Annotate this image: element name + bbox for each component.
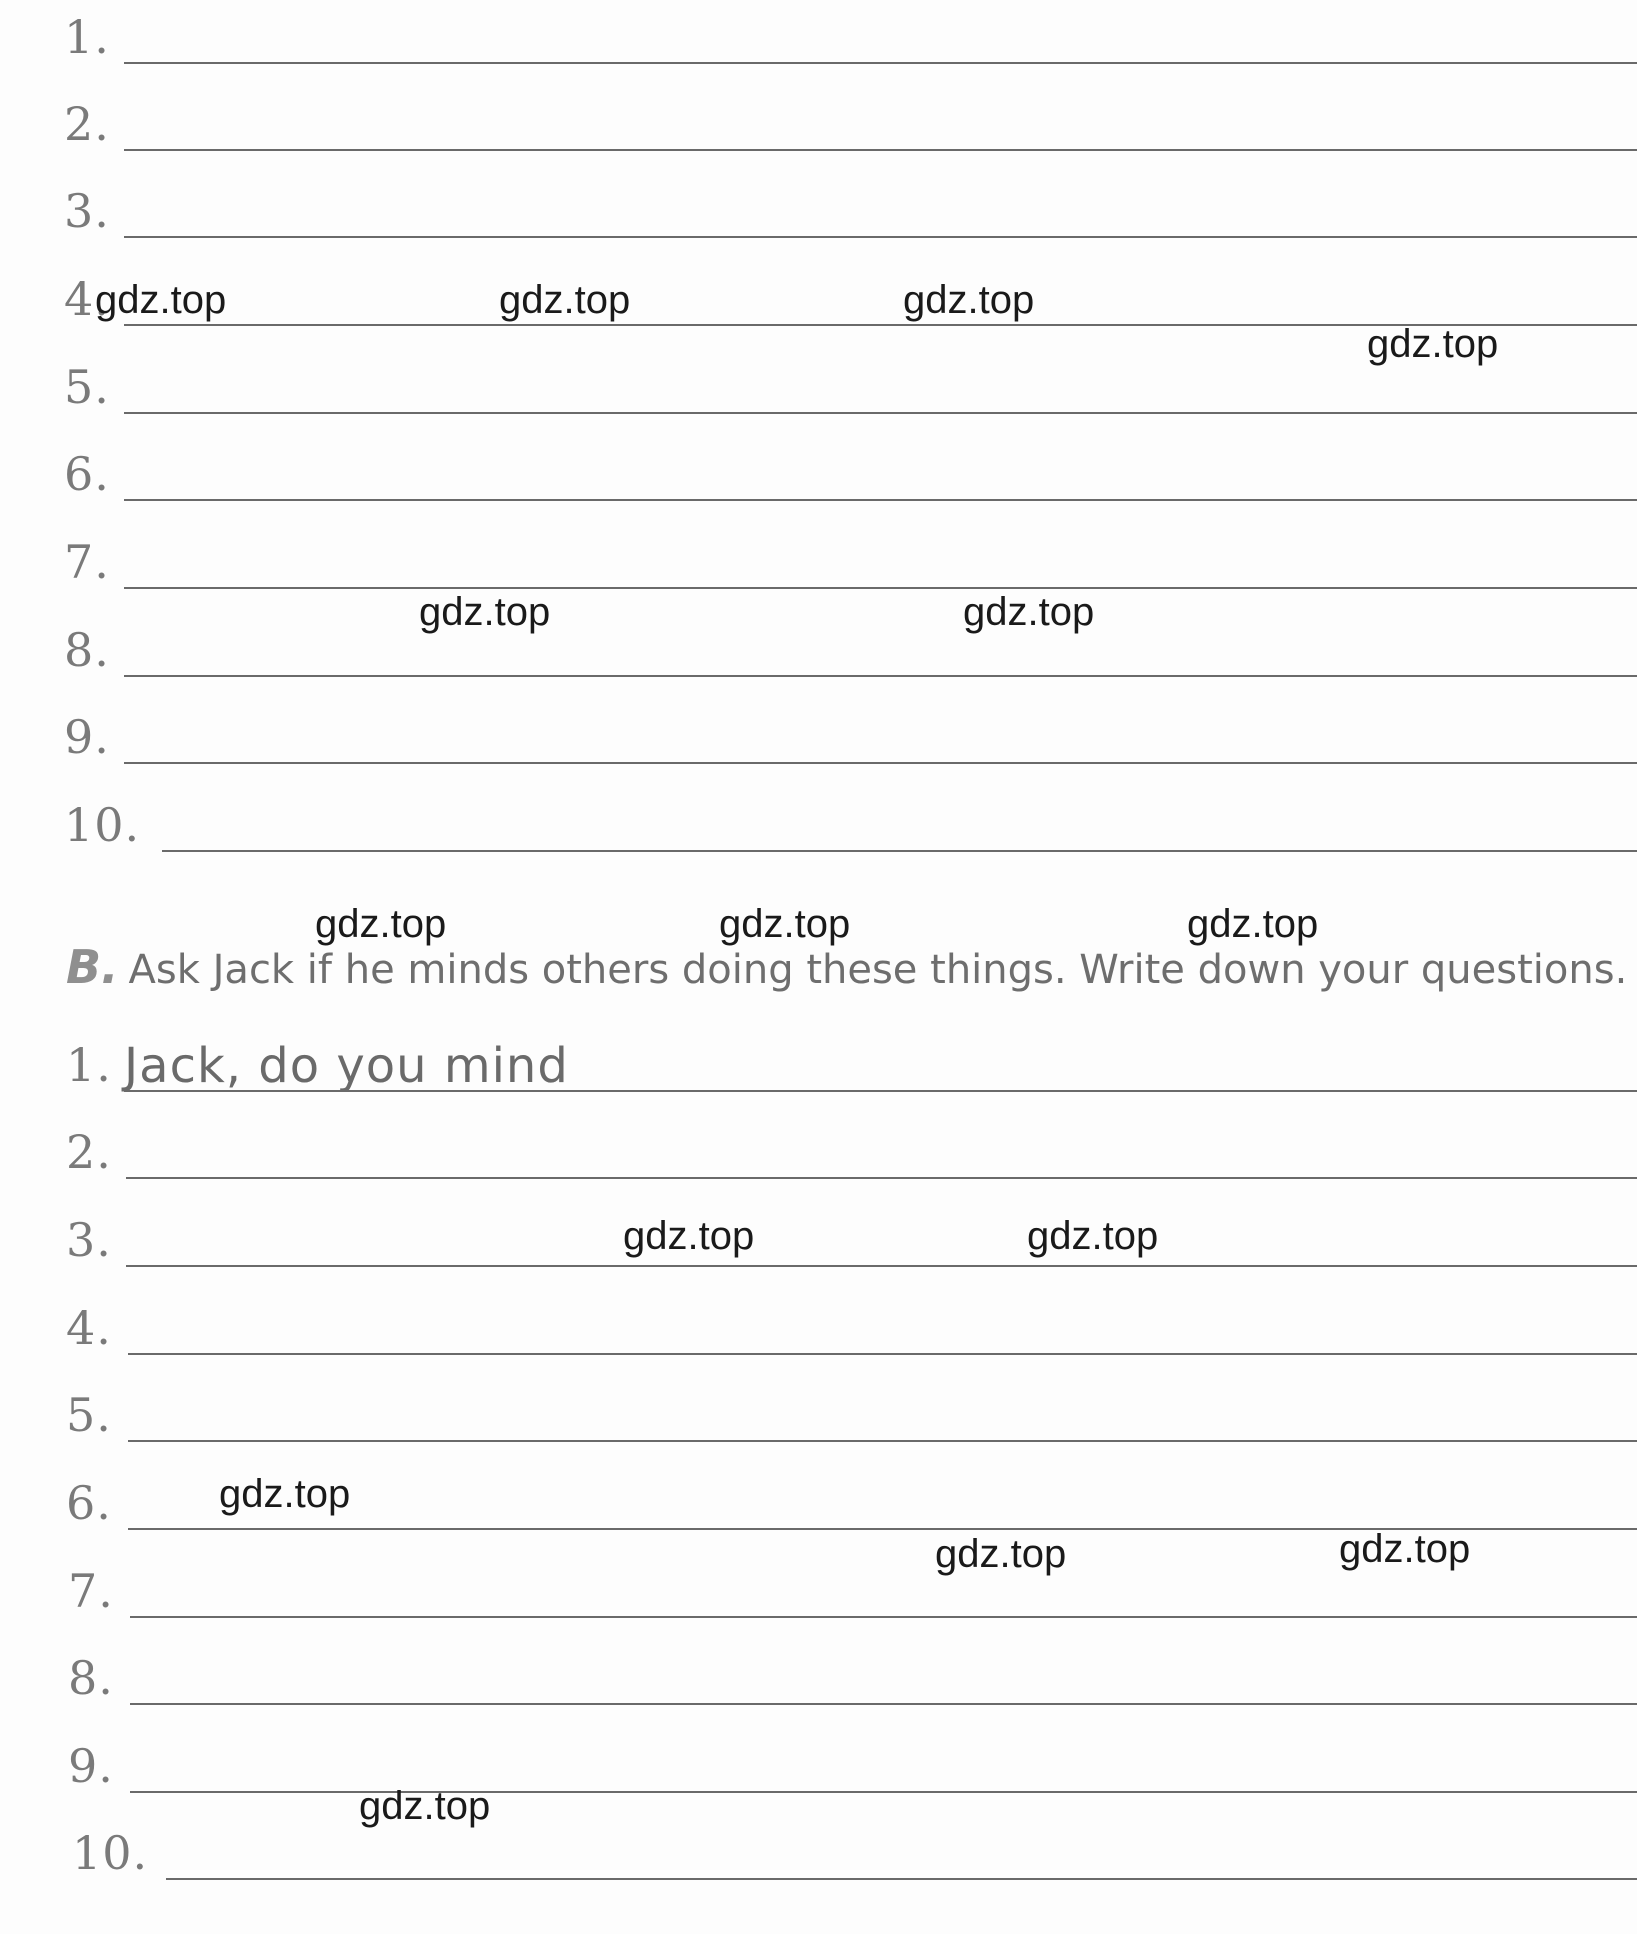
watermark: gdz.top <box>903 278 1035 322</box>
answer-line[interactable] <box>124 1090 1637 1092</box>
line-number: 4. <box>64 272 110 326</box>
section-a-line-7 <box>0 535 1637 603</box>
section-b-line-1 <box>0 1038 1637 1106</box>
section-a-line-6 <box>0 447 1637 515</box>
line-number: 10. <box>64 798 141 852</box>
answer-line[interactable] <box>124 499 1637 501</box>
section-b-line-8 <box>0 1651 1637 1719</box>
watermark: gdz.top <box>219 1472 351 1516</box>
answer-line[interactable] <box>130 1616 1637 1618</box>
answer-line[interactable] <box>124 762 1637 764</box>
section-a-line-9 <box>0 710 1637 778</box>
line-number: 8. <box>68 1651 114 1705</box>
line-number: 5. <box>66 1388 112 1442</box>
instruction-text: Ask Jack if he minds others doing these things. Write down your questions. <box>128 947 1628 993</box>
watermark: gdz.top <box>1187 902 1319 946</box>
answer-line[interactable] <box>162 850 1637 852</box>
watermark: gdz.top <box>963 590 1095 634</box>
answer-line[interactable] <box>130 1703 1637 1705</box>
line-number: 3. <box>66 1213 112 1267</box>
line-number: 1. <box>64 10 110 64</box>
watermark: gdz.top <box>1027 1214 1159 1258</box>
answer-line[interactable] <box>124 587 1637 589</box>
answer-line[interactable] <box>126 1265 1637 1267</box>
answer-line[interactable] <box>128 1440 1637 1442</box>
line-number: 2. <box>64 97 110 151</box>
watermark: gdz.top <box>719 902 851 946</box>
answer-line[interactable] <box>126 1177 1637 1179</box>
line-number: 8. <box>64 623 110 677</box>
section-b-line-5 <box>0 1388 1637 1456</box>
section-a-line-3 <box>0 184 1637 252</box>
section-b-line-2 <box>0 1125 1637 1193</box>
section-b-line-4 <box>0 1301 1637 1369</box>
answer-line[interactable] <box>124 149 1637 151</box>
section-a-line-2 <box>0 97 1637 165</box>
answer-line[interactable] <box>128 1353 1637 1355</box>
watermark: gdz.top <box>95 278 227 322</box>
line-number: 6. <box>64 447 110 501</box>
line-number: 1. <box>66 1038 112 1092</box>
section-a-line-8 <box>0 623 1637 691</box>
line-number: 3. <box>64 184 110 238</box>
watermark: gdz.top <box>419 590 551 634</box>
line-number: 7. <box>68 1564 114 1618</box>
watermark: gdz.top <box>623 1214 755 1258</box>
line-number: 9. <box>64 710 110 764</box>
line-number: 4. <box>66 1301 112 1355</box>
section-letter: B. <box>66 940 119 994</box>
section-b-instruction <box>66 940 1627 994</box>
line-number: 2. <box>66 1125 112 1179</box>
section-b-line-10 <box>0 1826 1637 1894</box>
section-a-line-5 <box>0 360 1637 428</box>
watermark: gdz.top <box>315 902 447 946</box>
line-number: 9. <box>68 1739 114 1793</box>
section-b-line-3 <box>0 1213 1637 1281</box>
line-number: 6. <box>66 1476 112 1530</box>
watermark: gdz.top <box>1339 1527 1471 1571</box>
watermark: gdz.top <box>1367 322 1499 366</box>
line-number: 7. <box>64 535 110 589</box>
answer-line[interactable] <box>124 412 1637 414</box>
line-number: 5. <box>64 360 110 414</box>
answer-line[interactable] <box>166 1878 1637 1880</box>
section-b-line-9 <box>0 1739 1637 1807</box>
line-number: 10. <box>72 1826 149 1880</box>
answer-line[interactable] <box>124 675 1637 677</box>
answer-line[interactable] <box>124 62 1637 64</box>
watermark: gdz.top <box>359 1784 491 1828</box>
section-a-line-1 <box>0 10 1637 78</box>
section-b-line-7 <box>0 1564 1637 1632</box>
watermark: gdz.top <box>935 1532 1067 1576</box>
watermark: gdz.top <box>499 278 631 322</box>
answer-line[interactable] <box>130 1791 1637 1793</box>
section-a-line-10 <box>0 798 1637 866</box>
handwritten-answer: Jack, do you mind <box>124 1038 569 1094</box>
answer-line[interactable] <box>124 236 1637 238</box>
